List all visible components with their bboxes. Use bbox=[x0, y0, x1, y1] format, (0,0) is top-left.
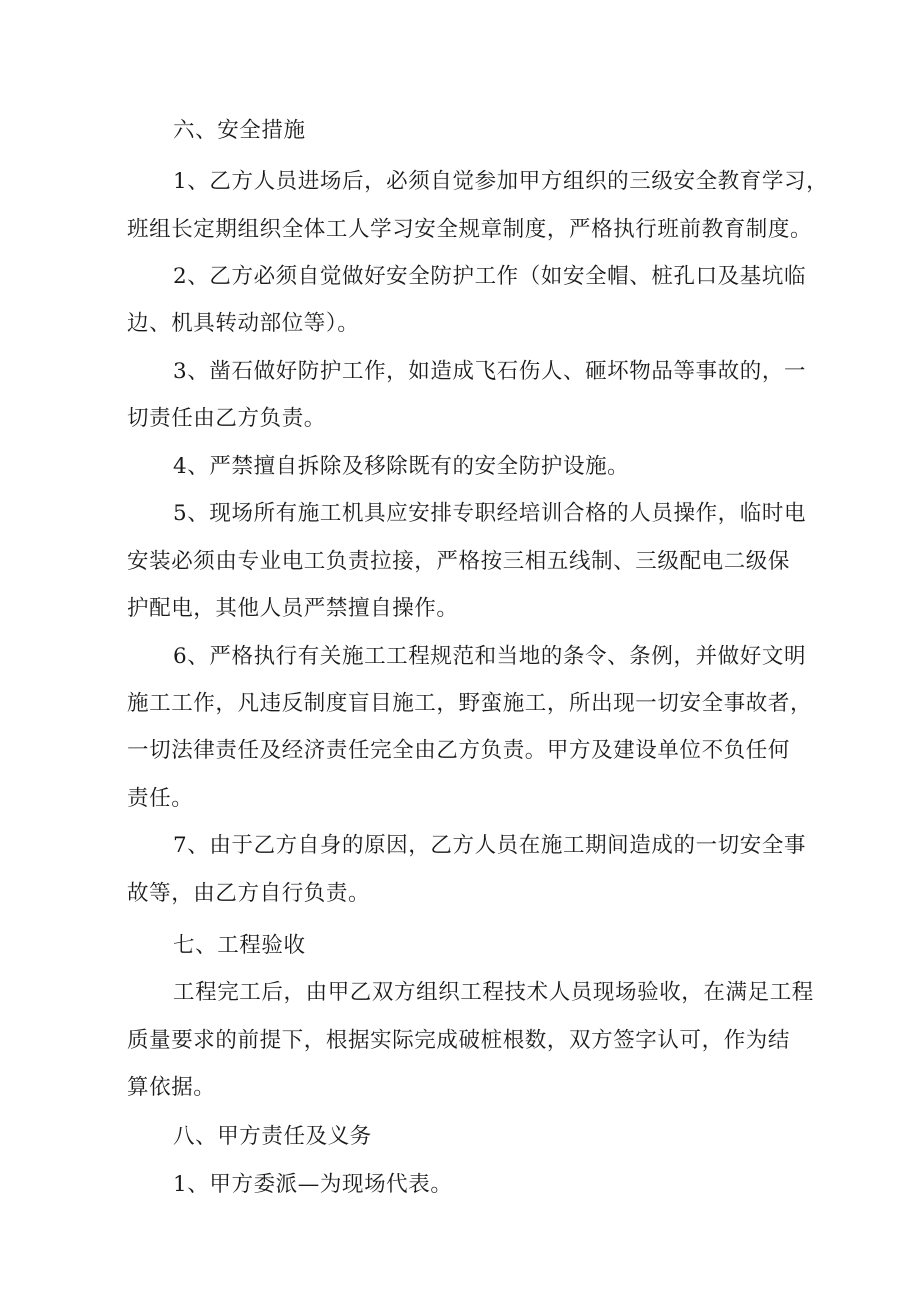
paragraph-line: 故等，由乙方自行负责。 bbox=[127, 881, 371, 906]
paragraph-line: 施工工作，凡违反制度盲目施工，野蛮施工，所出现一切安全事故者， bbox=[127, 691, 813, 716]
paragraph-line: 6、严格执行有关施工工程规范和当地的条令、条例，并做好文明 bbox=[173, 644, 807, 669]
paragraph-line: 4、严禁擅自拆除及移除既有的安全防护设施。 bbox=[173, 454, 630, 479]
section-heading-safety: 六、安全措施 bbox=[173, 118, 306, 143]
paragraph-line: 1、甲方委派—为现场代表。 bbox=[173, 1172, 453, 1197]
paragraph-line: 班组长定期组织全体工人学习安全规章制度，严格执行班前教育制度。 bbox=[127, 217, 813, 242]
paragraph-line: 切责任由乙方负责。 bbox=[127, 406, 326, 431]
paragraph-line: 责任。 bbox=[127, 786, 194, 811]
paragraph-line: 1、乙方人员进场后，必须自觉参加甲方组织的三级安全教育学习， bbox=[173, 169, 829, 194]
paragraph-line: 工程完工后，由甲乙双方组织工程技术人员现场验收，在满足工程 bbox=[173, 980, 814, 1005]
paragraph-line: 3、凿石做好防护工作，如造成飞石伤人、砸坏物品等事故的，一 bbox=[173, 359, 807, 384]
paragraph-line: 安装必须由专业电工负责拉接，严格按三相五线制、三级配电二级保 bbox=[127, 549, 791, 574]
paragraph-line: 一切法律责任及经济责任完全由乙方负责。甲方及建设单位不负任何 bbox=[127, 738, 791, 763]
section-heading-party-a: 八、甲方责任及义务 bbox=[173, 1124, 372, 1149]
paragraph-line: 质量要求的前提下，根据实际完成破桩根数，双方签字认可，作为结 bbox=[127, 1028, 791, 1053]
section-heading-acceptance: 七、工程验收 bbox=[173, 933, 306, 958]
paragraph-line: 5、现场所有施工机具应安排专职经培训合格的人员操作，临时电 bbox=[173, 501, 807, 526]
paragraph-line: 边、机具转动部位等）。 bbox=[127, 311, 360, 336]
paragraph-line: 7、由于乙方自身的原因，乙方人员在施工期间造成的一切安全事 bbox=[173, 833, 807, 858]
paragraph-line: 算依据。 bbox=[127, 1075, 216, 1100]
paragraph-line: 护配电，其他人员严禁擅自操作。 bbox=[127, 596, 459, 621]
paragraph-line: 2、乙方必须自觉做好安全防护工作（如安全帽、桩孔口及基坑临 bbox=[173, 264, 807, 289]
